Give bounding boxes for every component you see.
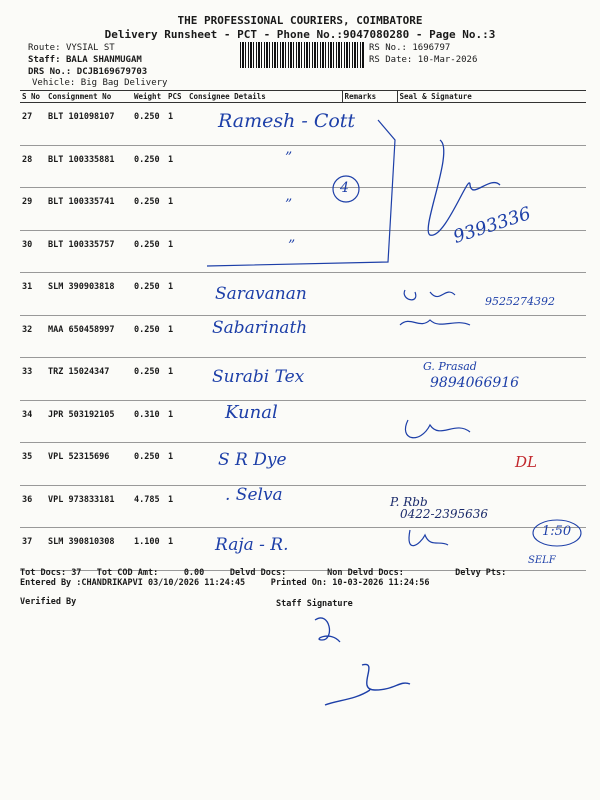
col-consignee: Consignee Details (187, 91, 342, 103)
staff-value: BALA SHANMUGAM (65, 55, 142, 65)
bracket-stroke (207, 120, 395, 266)
cell-sno: 30 (20, 230, 46, 273)
col-consignment: Consignment No (46, 91, 132, 103)
cell-consignment: VPL 52315696 (46, 443, 132, 486)
cell-pcs: 1 (166, 485, 187, 528)
col-weight: Weight (132, 91, 166, 103)
remark-dl-35: DL (515, 453, 537, 471)
route-value: VYSIAL ST (65, 43, 115, 53)
route-label: Route: (28, 43, 61, 53)
cell-sno: 37 (20, 528, 46, 571)
tot-docs-value: 37 (71, 568, 82, 578)
staff-signature-mark (315, 618, 340, 642)
cell-pcs: 1 (166, 230, 187, 273)
circled-number: 4 (340, 180, 349, 196)
cell-weight: 0.250 (132, 188, 166, 231)
runsheet-subtitle: Delivery Runsheet - PCT - Phone No.:9047080280 - Page No.:3 (104, 28, 496, 41)
cell-pcs: 1 (166, 145, 187, 188)
verified-by-label: Verified By (20, 597, 77, 607)
cell-pcs: 1 (166, 443, 187, 486)
cell-sno: 27 (20, 103, 46, 146)
consignee-34: Kunal (225, 402, 278, 423)
signature-37 (409, 530, 448, 546)
cell-pcs: 1 (166, 188, 187, 231)
cell-pcs: 1 (166, 528, 187, 571)
cell-pcs: 1 (166, 103, 187, 146)
delvy-pts-label: Delvy Pts: (455, 568, 507, 578)
consignee-37: Raja - R. (215, 535, 289, 555)
staff-signature-scrawl (325, 664, 410, 705)
consignee-33: Surabi Tex (212, 367, 305, 387)
cell-consignment: SLM 390903818 (46, 273, 132, 316)
cell-sno: 33 (20, 358, 46, 401)
cell-sno: 34 (20, 400, 46, 443)
signature-31-phone: 9525274392 (485, 295, 555, 308)
phone-note-27-30: 9393336 (450, 203, 534, 248)
non-delvd-docs-label: Non Delvd Docs: (327, 568, 404, 578)
delvd-docs-label: Delvd Docs: (229, 568, 287, 578)
cell-weight: 0.250 (132, 145, 166, 188)
cell-pcs: 1 (166, 400, 187, 443)
company-title: THE PROFESSIONAL COURIERS, COIMBATORE (177, 14, 423, 27)
cell-sno: 28 (20, 145, 46, 188)
self-note-37: SELF (528, 555, 556, 566)
cell-weight: 0.250 (132, 103, 166, 146)
rs-date-value: 10-Mar-2026 (417, 55, 478, 65)
cell-pcs: 1 (166, 358, 187, 401)
consignee-27: Ramesh - Cott (218, 110, 356, 132)
cell-consignment: MAA 650458997 (46, 315, 132, 358)
cell-sno: 29 (20, 188, 46, 231)
col-seal-signature: Seal & Signature (397, 91, 586, 103)
ditto-mark-30: ” (288, 238, 296, 254)
entered-by-value: CHANDRIKAPVI 03/10/2026 11:24:45 (81, 578, 246, 588)
signature-33-name: G. Prasad (423, 360, 477, 373)
consignee-36: . Selva (225, 485, 283, 505)
entered-by-label: Entered By : (20, 578, 82, 588)
tot-cod-label: Tot COD Amt: (96, 568, 159, 578)
ditto-mark-28: ” (285, 150, 293, 166)
signature-32 (400, 320, 470, 325)
signature-36-name: P. Rbb (390, 495, 428, 509)
vehicle-label: Vehicle: (32, 78, 76, 88)
cell-pcs: 1 (166, 315, 187, 358)
cell-pcs: 1 (166, 273, 187, 316)
cell-weight: 0.250 (132, 358, 166, 401)
printed-on-label: Printed On: (270, 578, 328, 588)
col-remarks: Remarks (342, 91, 397, 103)
cell-sno: 32 (20, 315, 46, 358)
printed-on-value: 10-03-2026 11:24:56 (332, 578, 430, 588)
cell-sno: 31 (20, 273, 46, 316)
staff-label: Staff: (28, 55, 61, 65)
cell-sno: 36 (20, 485, 46, 528)
cell-consignment: BLT 100335741 (46, 188, 132, 231)
drs-value: DCJB169679703 (76, 67, 148, 77)
cell-weight: 0.250 (132, 273, 166, 316)
cell-consignment: TRZ 15024347 (46, 358, 132, 401)
col-sno: S No (20, 91, 46, 103)
cell-sno: 35 (20, 443, 46, 486)
rs-no-value: 1696797 (412, 43, 451, 53)
consignee-35: S R Dye (218, 450, 287, 470)
ditto-mark-29: ” (285, 197, 293, 213)
signature-36-phone: 0422-2395636 (400, 507, 489, 521)
tot-cod-value: 0.00 (183, 568, 205, 578)
signature-31 (404, 290, 455, 300)
cell-consignment: BLT 100335881 (46, 145, 132, 188)
cell-consignment: BLT 100335757 (46, 230, 132, 273)
rs-no-label: RS No.: (369, 43, 407, 53)
cell-consignment: SLM 390810308 (46, 528, 132, 571)
cell-weight: 0.310 (132, 400, 166, 443)
cell-consignment: BLT 101098107 (46, 103, 132, 146)
cell-weight: 0.250 (132, 443, 166, 486)
drs-label: DRS No.: (28, 67, 72, 77)
cell-weight: 0.250 (132, 315, 166, 358)
entry-info-row (20, 578, 429, 588)
cell-consignment: JPR 503192105 (46, 400, 132, 443)
signature-34 (405, 420, 470, 438)
cell-weight: 1.100 (132, 528, 166, 571)
cell-consignment: VPL 973833181 (46, 485, 132, 528)
consignee-32: Sabarinath (212, 318, 308, 338)
signature-33-phone: 9894066916 (430, 375, 520, 391)
cell-weight: 4.785 (132, 485, 166, 528)
delivery-time-37: 1:50 (542, 524, 572, 539)
col-pcs: PCS (166, 91, 187, 103)
staff-signature-label: Staff Signature (276, 599, 353, 609)
vehicle-value: Big Bag Delivery (80, 78, 168, 88)
totals-row (20, 568, 506, 578)
consignee-31: Saravanan (215, 284, 307, 304)
tot-docs-label: Tot Docs: (20, 568, 67, 578)
rs-date-label: RS Date: (369, 55, 413, 65)
cell-weight: 0.250 (132, 230, 166, 273)
